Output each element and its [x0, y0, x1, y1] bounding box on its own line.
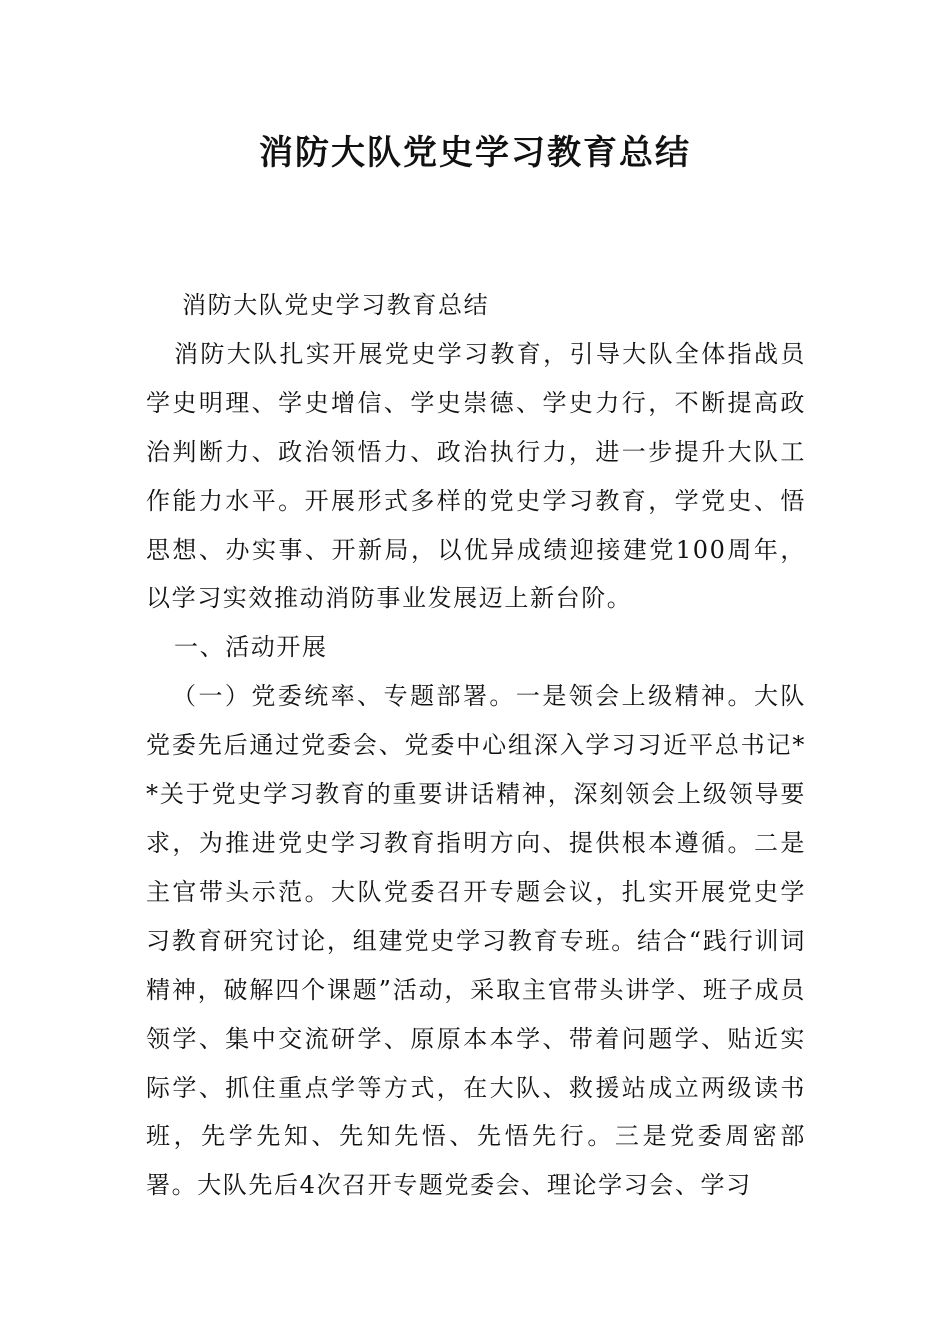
- document-title: 消防大队党史学习教育总结: [259, 133, 691, 173]
- subtitle-paragraph: 消防大队党史学习教育总结: [182, 291, 490, 319]
- section-heading: 一、活动开展: [174, 633, 328, 662]
- document-body: [146, 281, 806, 1210]
- intro-paragraph: 消防大队扎实开展党史学习教育，引导大队全体指战员学史明理、学史增信、学史崇德、学史力行，不断提高政治判断力、政治领悟力、政治执行力，进一步提升大队工作能力水平。开展形式多样的党史学习教育，学党史、悟思想、办实事、开新局，以优异成绩迎接建党100周年，以学习实效推动消防事业发展迈上新台阶。: [146, 339, 806, 613]
- section-paragraph: （一）党委统率、专题部署。一是领会上级精神。大队党委先后通过党委会、党委中心组深入学习习近平总书记**关于党史学习教育的重要讲话精神，深刻领会上级领导要求，为推进党史学习教育指明方向、提供根本遵循。二是主官带头示范。大队党委召开专题会议，扎实开展党史学习教育研究讨论，组建党史学习教育专班。结合“践行训词精神，破解四个课题”活动，采取主官带头讲学、班子成员领学、集中交流研学、原原本本学、带着问题学、贴近实际学、抓住重点学等方式，在大队、救援站成立两级读书班，先学先知、先知先悟、先悟先行。三是党委周密部署。大队先后4次召开专题党委会、理论学习会、学习: [146, 682, 806, 1200]
